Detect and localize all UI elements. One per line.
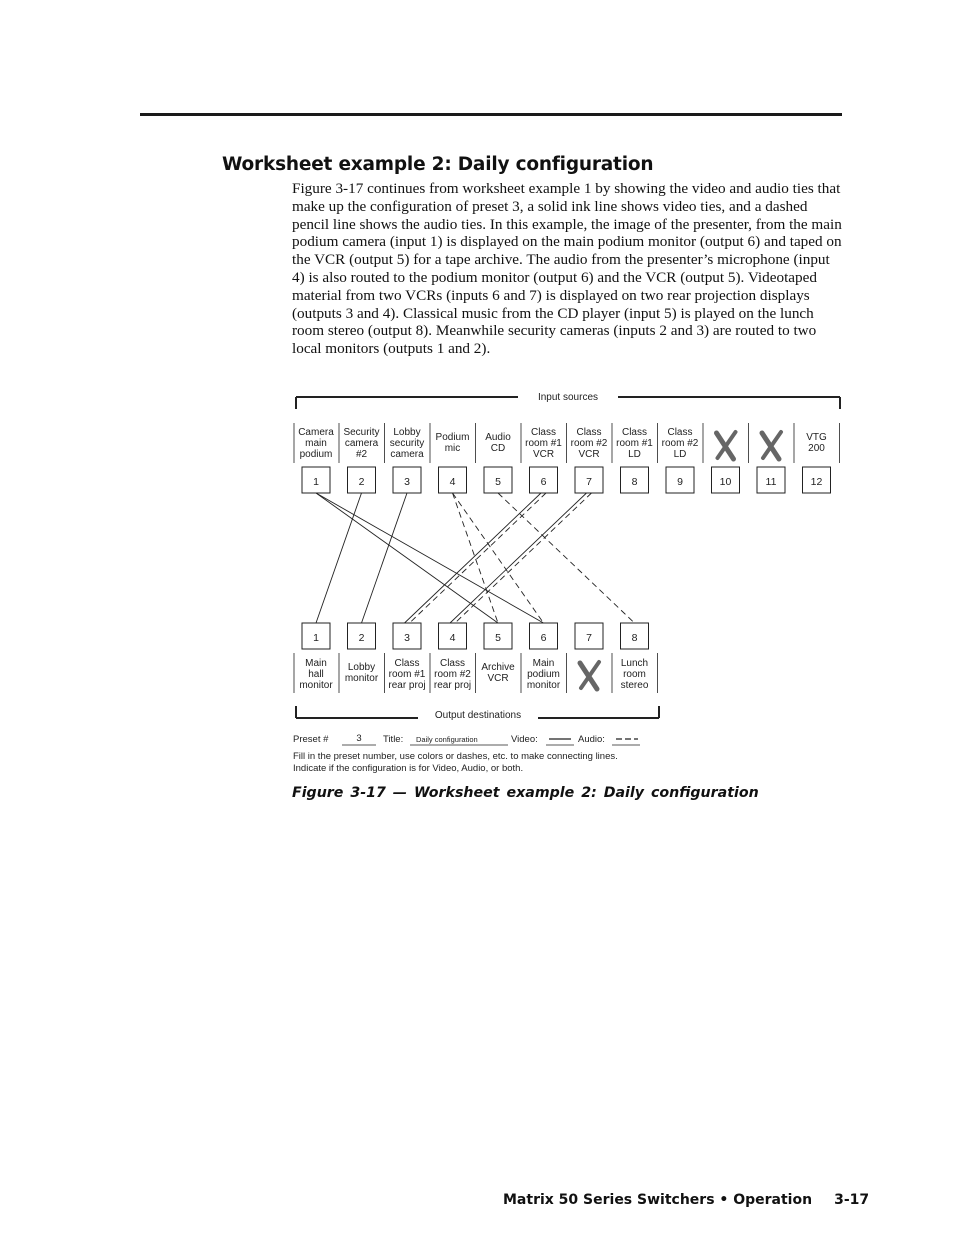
input-label-line: room #2 bbox=[570, 438, 608, 449]
figure-caption: Figure 3-17 — Worksheet example 2: Daily configuration bbox=[292, 785, 759, 801]
input-label-line: Class bbox=[667, 427, 693, 438]
output-number: 5 bbox=[495, 632, 501, 644]
output-label-line: monitor bbox=[299, 680, 333, 691]
page-number: 3-17 bbox=[834, 1192, 870, 1208]
output-number: 8 bbox=[631, 632, 638, 644]
output-destination-3 bbox=[388, 623, 430, 693]
input-label-line: CD bbox=[490, 443, 506, 454]
input-label-line: main bbox=[305, 438, 327, 449]
input-number: 11 bbox=[765, 476, 777, 488]
input-number: 8 bbox=[631, 476, 638, 488]
unused-input-x-mark bbox=[717, 432, 736, 459]
output-number: 6 bbox=[540, 632, 547, 644]
section-heading: Worksheet example 2: Daily configuration bbox=[222, 154, 654, 175]
input-number: 5 bbox=[495, 476, 501, 488]
input-source-5 bbox=[484, 423, 521, 493]
input-label-line: room #1 bbox=[525, 438, 562, 449]
output-number: 2 bbox=[358, 632, 365, 644]
input-label-line: LD bbox=[628, 449, 641, 460]
input-source-2 bbox=[343, 423, 384, 493]
input-source-8 bbox=[616, 423, 657, 493]
output-label-line: monitor bbox=[344, 673, 379, 684]
output-number: 4 bbox=[449, 632, 456, 644]
body-paragraph: Figure 3-17 continues from worksheet example 1 by showing the video and audio ties that make up the configuration of preset 3, a solid ink line shows video ties, and a dashed pencil line shows the audio ties. In this example, the image of the presenter, from the main podium camera (input 1) is displayed on the main podium monitor (output 6) and taped on the VCR (output 5) for a tape archive. The audio from the presenter’s microphone (input 4) is also routed to the podium monitor (output 6) and the VCR (output 5). Videotaped material from two VCRs (inputs 6 and 7) is displayed on two rear projection displays (outputs 3 and 4). Classical music from the CD player (input 5) is played on the lunch room stereo (output 8). Meanwhile security cameras (inputs 2 and 3) are routed to two local monitors (outputs 1 and 2). bbox=[292, 180, 842, 358]
input-label-line: Class bbox=[530, 427, 557, 438]
output-label-line: Class bbox=[439, 658, 466, 669]
video-tie-line bbox=[405, 493, 542, 623]
input-source-11 bbox=[757, 423, 794, 493]
input-source-4 bbox=[436, 423, 476, 493]
input-label-line: Class bbox=[576, 427, 602, 438]
output-label-line: Lunch bbox=[620, 658, 649, 669]
input-number: 1 bbox=[313, 476, 319, 488]
input-label-line: Lobby bbox=[393, 427, 421, 438]
audio-label: Audio: bbox=[578, 734, 605, 745]
input-number: 3 bbox=[404, 476, 410, 488]
input-label-line: Security bbox=[343, 427, 380, 438]
input-label-line: mic bbox=[444, 443, 461, 454]
input-label-line: Audio bbox=[485, 432, 511, 443]
output-label-line: room #2 bbox=[434, 669, 471, 680]
input-source-12 bbox=[803, 423, 840, 493]
input-label-line: room #2 bbox=[661, 438, 699, 449]
output-destination-2 bbox=[345, 623, 385, 693]
output-number: 7 bbox=[586, 632, 592, 644]
video-tie-line bbox=[316, 493, 362, 623]
input-source-3 bbox=[390, 423, 430, 493]
output-label-line: hall bbox=[308, 669, 324, 680]
output-destination-8 bbox=[621, 623, 658, 693]
footer-title: Matrix 50 Series Switchers • Operation bbox=[503, 1192, 813, 1208]
output-label-line: Main bbox=[305, 658, 327, 669]
output-label-line: monitor bbox=[526, 680, 561, 691]
input-label-line: Podium bbox=[435, 432, 470, 443]
unused-input-x-mark bbox=[762, 432, 781, 459]
output-destination-6 bbox=[527, 623, 567, 693]
input-source-1 bbox=[294, 423, 339, 493]
input-source-7 bbox=[571, 423, 612, 493]
tie-lines bbox=[316, 493, 635, 623]
instruction-line-1: Fill in the preset number, use colors or dashes, etc. to make connecting lines. bbox=[293, 751, 618, 762]
output-destination-4 bbox=[434, 623, 476, 693]
input-label-line: Class bbox=[621, 427, 648, 438]
output-number: 3 bbox=[404, 632, 410, 644]
output-label-line: Archive bbox=[481, 662, 515, 673]
input-label-line: camera bbox=[390, 449, 424, 460]
output-label-line: podium bbox=[527, 669, 560, 680]
input-source-9 bbox=[662, 423, 703, 493]
output-row bbox=[294, 623, 658, 693]
instruction-line-2: Indicate if the configuration is for Video, Audio, or both. bbox=[293, 763, 524, 774]
output-label-line: room #1 bbox=[388, 669, 426, 680]
input-number: 4 bbox=[449, 476, 456, 488]
input-number: 6 bbox=[540, 476, 547, 488]
input-label-line: 200 bbox=[808, 443, 825, 454]
output-label-line: Lobby bbox=[347, 662, 376, 673]
unused-output-x-mark bbox=[580, 662, 599, 689]
video-label: Video: bbox=[511, 734, 538, 745]
input-sources-title: Input sources bbox=[537, 392, 599, 403]
output-label-line: Class bbox=[394, 658, 420, 669]
input-label-line: security bbox=[389, 438, 425, 449]
title-value: Daily configuration bbox=[416, 735, 478, 744]
output-label-line: stereo bbox=[620, 680, 649, 691]
output-destination-1 bbox=[294, 623, 339, 693]
input-row bbox=[294, 423, 840, 493]
video-tie-line bbox=[362, 493, 408, 623]
input-label-line: podium bbox=[299, 449, 333, 460]
title-label: Title: bbox=[383, 734, 404, 745]
output-label-line: rear proj bbox=[433, 680, 472, 691]
input-number: 10 bbox=[719, 476, 732, 488]
preset-label: Preset # bbox=[293, 734, 329, 745]
input-label-line: VTG bbox=[806, 432, 827, 443]
preset-value: 3 bbox=[356, 733, 362, 744]
input-label-line: room #1 bbox=[616, 438, 653, 449]
input-label-line: #2 bbox=[355, 449, 368, 460]
output-label-line: Main bbox=[532, 658, 555, 669]
output-label-line: rear proj bbox=[388, 680, 426, 691]
output-number: 1 bbox=[313, 632, 319, 644]
input-number: 7 bbox=[586, 476, 592, 488]
output-destination-5 bbox=[481, 623, 521, 693]
input-label-line: LD bbox=[673, 449, 687, 460]
audio-tie-line bbox=[453, 493, 544, 623]
input-number: 12 bbox=[810, 476, 823, 488]
output-destinations-title: Output destinations bbox=[434, 710, 522, 721]
input-number: 9 bbox=[677, 476, 683, 488]
output-label-line: VCR bbox=[487, 673, 509, 684]
output-destination-7 bbox=[575, 623, 612, 693]
input-source-10 bbox=[712, 423, 749, 493]
output-label-line: room bbox=[623, 669, 646, 680]
input-number: 2 bbox=[358, 476, 365, 488]
page-footer bbox=[503, 1192, 869, 1208]
audio-tie-line bbox=[455, 493, 592, 623]
input-label-line: VCR bbox=[532, 449, 555, 460]
input-label-line: VCR bbox=[578, 449, 600, 460]
input-label-line: Camera bbox=[298, 427, 334, 438]
input-source-6 bbox=[525, 423, 566, 493]
input-label-line: camera bbox=[344, 438, 379, 449]
